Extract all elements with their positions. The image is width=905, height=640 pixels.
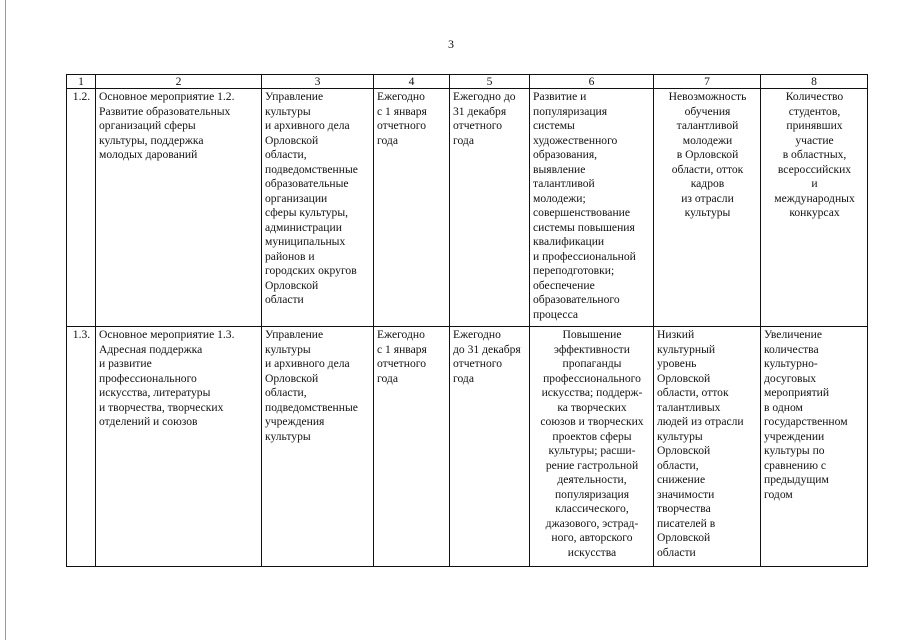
start-date-cell: Ежегодно с 1 января отчетного года (374, 89, 450, 327)
column-header: 8 (761, 75, 868, 89)
end-date-cell: Ежегодно до 31 декабря отчетного года (450, 89, 530, 327)
consequences-cell: Низкий культурный уровень Орловской области, отток талантливых людей из отрасли культуры Орловской области, снижение значимости творчества писателей в Орловской области (654, 327, 761, 567)
consequences-cell: Невозможность обучения талантливой молодежи в Орловской области, отток кадров из отрасли культуры (654, 89, 761, 327)
column-header: 7 (654, 75, 761, 89)
column-header: 6 (530, 75, 654, 89)
page-number: 3 (448, 37, 454, 51)
column-header: 3 (262, 75, 374, 89)
column-header: 1 (67, 75, 96, 89)
measure-cell: Основное мероприятие 1.3. Адресная поддержка и развитие профессионального искусства, литературы и творчества, творческих отделений и союзов (96, 327, 262, 567)
indicator-cell: Количество студентов, принявших участие в областных, всероссийских и международных конкурсах (761, 89, 868, 327)
measure-cell: Основное мероприятие 1.2. Развитие образовательных организаций сферы культуры, поддержка молодых дарований (96, 89, 262, 327)
executor-cell: Управление культуры и архивного дела Орловской области, подведомственные образовательные организации сферы культуры, администрации муниципальных районов и городских округов Орловской области (262, 89, 374, 327)
row-number-cell: 1.2. (67, 89, 96, 327)
column-header: 5 (450, 75, 530, 89)
column-header: 4 (374, 75, 450, 89)
table-header-row (67, 75, 868, 89)
row-number-cell: 1.3. (67, 327, 96, 567)
result-cell: Повышение эффективности пропаганды профессионального искусства; поддерж- ка творческих союзов и творческих проектов сферы культуры; расши- рение гастрольной деятельности, популяризация классического, джазового, эстрад- ного, авторского искусства (530, 327, 654, 567)
table-row (67, 327, 868, 567)
measures-table (66, 74, 868, 567)
page-edge-line (5, 0, 6, 640)
table-row (67, 89, 868, 327)
start-date-cell: Ежегодно с 1 января отчетного года (374, 327, 450, 567)
end-date-cell: Ежегодно до 31 декабря отчетного года (450, 327, 530, 567)
column-header: 2 (96, 75, 262, 89)
indicator-cell: Увеличение количества культурно- досуговых мероприятий в одном государственном учреждении культуры по сравнению с предыдущим годом (761, 327, 868, 567)
executor-cell: Управление культуры и архивного дела Орловской области, подведомственные учреждения культуры (262, 327, 374, 567)
result-cell: Развитие и популяризация системы художественного образования, выявление талантливой молодежи; совершенствование системы повышения квалификации и профессиональной переподготовки; обеспечение образовательного процесса (530, 89, 654, 327)
